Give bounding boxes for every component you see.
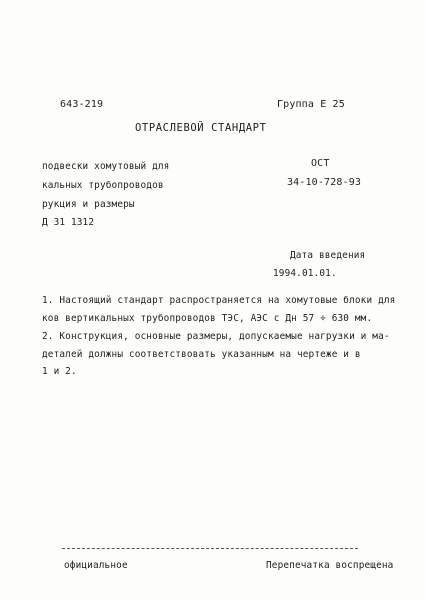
subject-line-2: кальных трубопроводов	[42, 180, 164, 191]
footer-official: официальное	[64, 560, 128, 571]
subject-line-4: Д 31 1312	[42, 217, 95, 228]
standard-title: ОТРАСЛЕВОЙ СТАНДАРТ	[135, 122, 267, 134]
body-line-1: 1. Настоящий стандарт распространяется на хомутовые блоки для	[42, 295, 396, 306]
body-line-3: 2. Конструкция, основные размеры, допускаемые нагрузки и ма-	[42, 331, 390, 342]
subject-line-1: подвески хомутовый для	[42, 161, 170, 172]
footer-reprint-notice: Перепечатка воспрещена	[266, 560, 394, 571]
body-line-2: ков вертикальных трубопроводов ТЭС, АЭС с Дн 57 ÷ 630 мм.	[42, 313, 373, 324]
footer-rule	[62, 548, 358, 549]
intro-date-label: Дата введения	[290, 250, 366, 261]
body-line-4: деталей должны соответствовать указанным на чертеже и в	[42, 349, 361, 360]
group-label: Группа Е 25	[277, 99, 345, 110]
body-line-5: 1 и 2.	[42, 366, 77, 377]
intro-date-value: 1994.01.01.	[273, 268, 337, 279]
ost-number: 34-10-728-93	[287, 177, 362, 188]
ost-label: ОСТ	[311, 158, 330, 169]
document-code: 643-219	[60, 99, 104, 110]
subject-line-3: рукция и размеры	[42, 199, 135, 210]
